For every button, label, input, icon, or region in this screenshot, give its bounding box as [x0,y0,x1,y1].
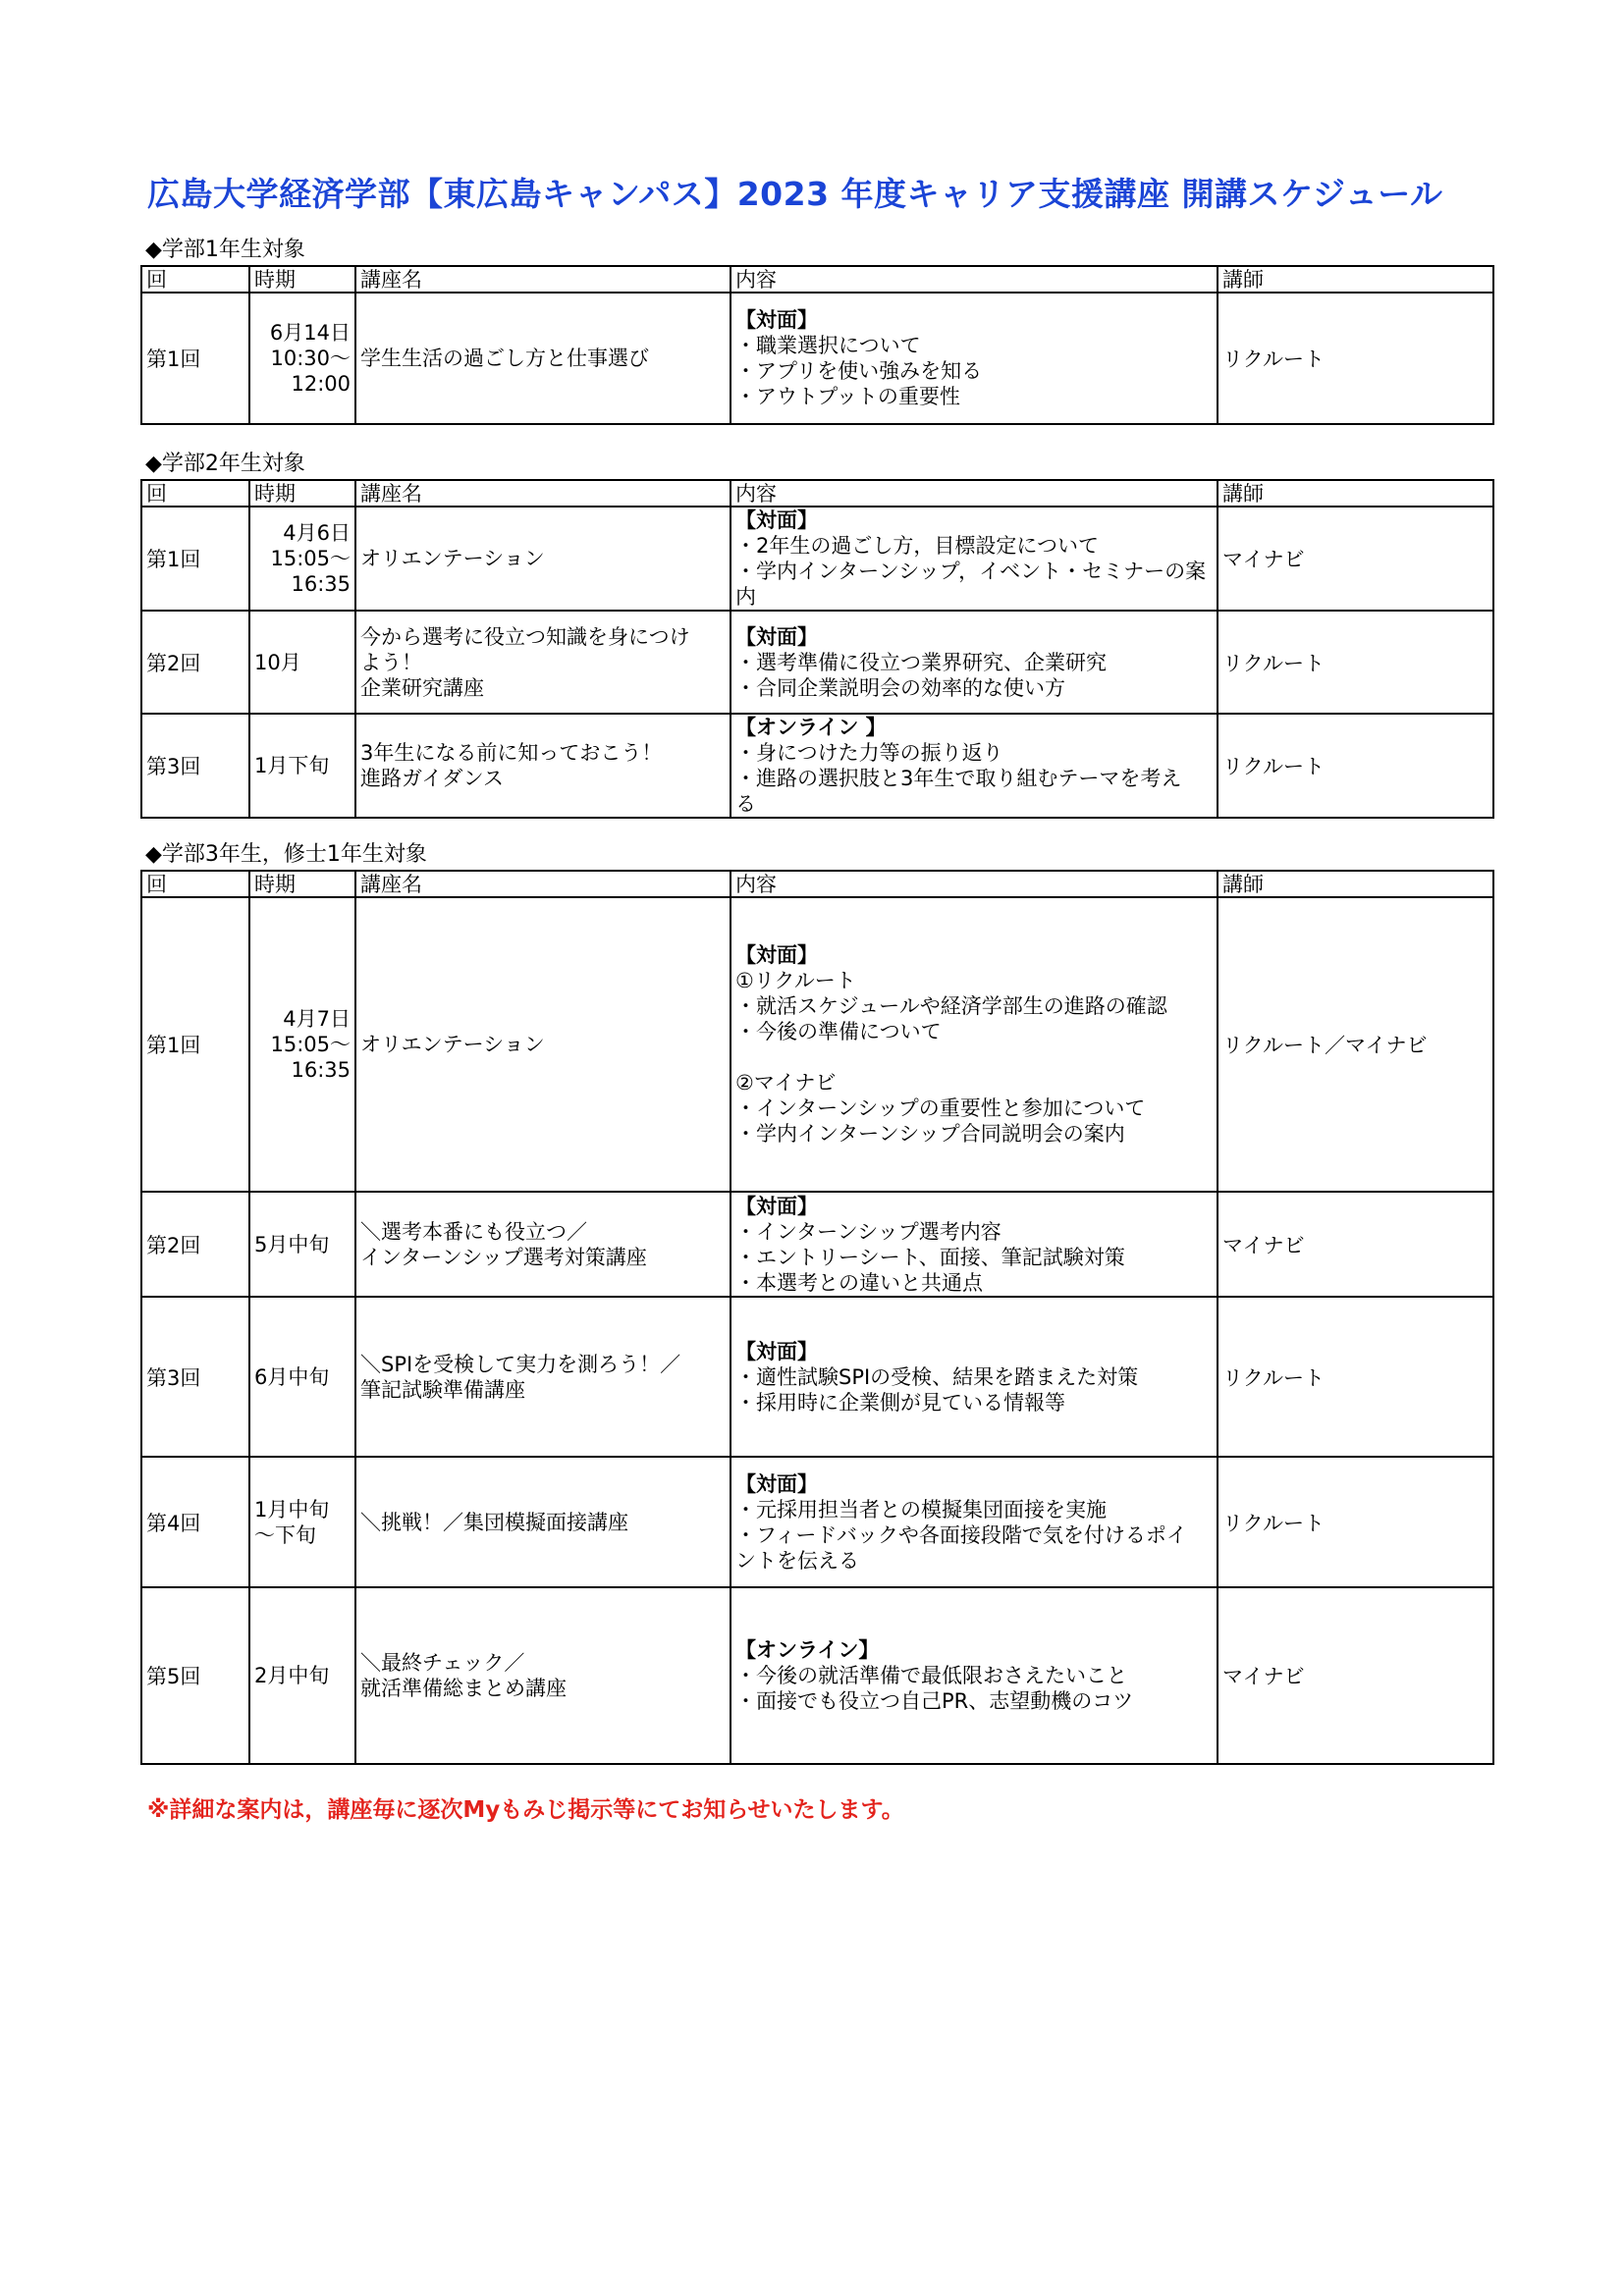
content-cell [731,1192,1218,1297]
content-cell-line: ・適性試験SPIの受検、結果を踏まえた対策 [735,1364,1139,1389]
lecturer: マイナビ [1218,507,1493,611]
table-header-row [141,480,1493,507]
lecture-name-line: 就活準備総まとめ講座 [360,1677,567,1700]
schedule-when [249,897,355,1192]
table-row [141,293,1493,424]
header-name: 講座名 [355,266,731,293]
content-cell-line: ・2年生の過ごし方，目標設定について [735,534,1099,558]
lecture-name-line: 今から選考に役立つ知識を身につけ [360,624,690,649]
schedule-when-line: 15:05～ [270,1033,351,1056]
schedule-when-line: 2月中旬 [254,1664,330,1687]
content-cell [731,1587,1218,1764]
session-number: 第3回 [141,1297,249,1457]
schedule-when [249,507,355,611]
content-cell-line: ・インターンシップ選考内容 [735,1219,1001,1244]
lecturer: マイナビ [1218,1587,1493,1764]
schedule-when-line: 4月6日 [283,521,351,545]
table-header-row [141,871,1493,897]
session-number: 第4回 [141,1457,249,1587]
content-cell-line [735,1044,1213,1070]
content-cell-line: ・今後の準備について [735,1020,942,1043]
session-number: 第1回 [141,507,249,611]
header-lecturer: 講師 [1218,480,1493,507]
lecture-name-line: ＼最終チェック／ [360,1651,525,1675]
schedule-when [249,1587,355,1764]
lecture-name-line: オリエンテーション [360,1033,545,1056]
content-cell-line: ・進路の選択肢と3年生で取り組むテーマを考え [735,767,1182,790]
content-cell-line: ・今後の就活準備で最低限おさえたいこと [735,1664,1127,1687]
table-row [141,1192,1493,1297]
header-when: 時期 [249,871,355,897]
schedule-when [249,1457,355,1587]
lecturer: リクルート／マイナビ [1218,897,1493,1192]
lecture-name-line: 進路ガイダンス [360,767,504,790]
lecture-name [355,714,731,818]
content-cell-line: ・アウトプットの重要性 [735,385,960,408]
header-when: 時期 [249,480,355,507]
content-cell-line: 【対面】 [735,943,818,967]
content-cell [731,1457,1218,1587]
schedule-when-line: 1月中旬 [254,1497,330,1522]
content-cell-line: ・選考準備に役立つ業界研究、企業研究 [735,650,1107,674]
content-cell-line: ・採用時に企業側が見ている情報等 [735,1390,1065,1415]
lecture-name [355,1192,731,1297]
table-row [141,714,1493,818]
header-content: 内容 [731,266,1218,293]
lecture-name-line: 企業研究講座 [360,675,484,700]
header-when: 時期 [249,266,355,293]
schedule-when [249,1192,355,1297]
lecturer: リクルート [1218,714,1493,818]
lecture-name-line: オリエンテーション [360,547,545,570]
content-cell-line: ・職業選択について [735,334,921,357]
schedule-when-line: 16:35 [291,1058,351,1082]
lecturer: リクルート [1218,611,1493,714]
lecturer: マイナビ [1218,1192,1493,1297]
content-cell-line: 【対面】 [735,1339,818,1363]
session-number: 第2回 [141,611,249,714]
content-cell-line: ントを伝える [735,1548,859,1573]
content-cell-line: る [735,792,756,816]
header-content: 内容 [731,871,1218,897]
lecture-name-line: 3年生になる前に知っておこう！ [360,741,663,765]
lecturer: リクルート [1218,293,1493,424]
lecturer: リクルート [1218,1457,1493,1587]
content-cell-line: ・本選考との違いと共通点 [735,1270,983,1295]
content-cell-line: 【オンライン】 [735,1638,880,1662]
table-row [141,897,1493,1192]
content-cell-line: ・アプリを使い強みを知る [735,359,983,383]
content-cell-line: ・フィードバックや各面接段階で気を付けるポイ [735,1522,1187,1547]
header-no: 回 [141,480,249,507]
schedule-table-year2 [140,479,1494,819]
table-row [141,1457,1493,1587]
content-cell-line: ・身につけた力等の振り返り [735,741,1003,765]
lecture-name-line: インターンシップ選考対策講座 [360,1245,647,1269]
session-number: 第1回 [141,897,249,1192]
schedule-when-line: 16:35 [291,572,351,596]
table-header-row [141,266,1493,293]
content-cell-line: ①リクルート [735,969,856,992]
content-cell-line: ・学内インターンシップ合同説明会の案内 [735,1122,1125,1146]
content-cell-line: ・学内インターンシップ，イベント・セミナーの案 [735,560,1207,583]
schedule-when-line: 4月7日 [283,1007,351,1031]
table-row [141,611,1493,714]
table-row [141,1587,1493,1764]
content-cell-line: 内 [735,585,756,609]
header-name: 講座名 [355,871,731,897]
header-name: 講座名 [355,480,731,507]
content-cell-line: ・就活スケジュールや経済学部生の進路の確認 [735,994,1167,1018]
schedule-when-line: 12:00 [291,372,351,396]
content-cell-line: ・面接でも役立つ自己PR、志望動機のコツ [735,1689,1134,1713]
lecture-name-line: ＼挑戦！／集団模擬面接講座 [360,1510,628,1534]
session-number: 第3回 [141,714,249,818]
lecture-name [355,611,731,714]
lecture-name [355,1587,731,1764]
content-cell [731,1297,1218,1457]
content-cell-line: ②マイナビ [735,1071,837,1095]
schedule-when-line: 15:05～ [270,547,351,570]
content-cell-line: ・元採用担当者との模擬集団面接を実施 [735,1497,1107,1522]
content-cell-line: 【対面】 [735,508,818,532]
schedule-table-year1 [140,265,1494,425]
lecture-name [355,1457,731,1587]
header-lecturer: 講師 [1218,266,1493,293]
content-cell [731,611,1218,714]
header-no: 回 [141,266,249,293]
schedule-when-line: 1月下旬 [254,754,330,777]
header-no: 回 [141,871,249,897]
schedule-when-line: 6月14日 [269,321,351,345]
content-cell-line: 【対面】 [735,308,818,332]
lecture-name-line: よう！ [360,650,422,674]
page-title: 広島大学経済学部【東広島キャンパス】2023 年度キャリア支援講座 開講スケジュール [147,175,1443,213]
lecture-name-line: ＼SPIを受検して実力を測ろう！／ [360,1352,681,1376]
schedule-when-line: 6月中旬 [254,1364,330,1389]
content-cell-line: 【オンライン 】 [735,716,887,739]
lecture-name-line: 学生生活の過ごし方と仕事選び [360,347,649,370]
footnote: ※詳細な案内は，講座毎に逐次Myもみじ掲示等にてお知らせいたします。 [147,1797,904,1823]
section-heading-year2: ◆学部2年生対象 [145,452,305,476]
lecture-name-line: 筆記試験準備講座 [360,1377,525,1402]
lecture-name [355,507,731,611]
content-cell-line: ・エントリーシート、面接、筆記試験対策 [735,1245,1125,1269]
header-lecturer: 講師 [1218,871,1493,897]
header-content: 内容 [731,480,1218,507]
content-cell-line: 【対面】 [735,1194,818,1218]
content-cell [731,507,1218,611]
schedule-table-year3 [140,870,1494,1765]
session-number: 第1回 [141,293,249,424]
lecturer: リクルート [1218,1297,1493,1457]
lecture-name [355,1297,731,1457]
schedule-when [249,293,355,424]
schedule-when-line: ～下旬 [254,1522,316,1547]
session-number: 第5回 [141,1587,249,1764]
content-cell-line: ・合同企業説明会の効率的な使い方 [735,675,1065,700]
content-cell [731,897,1218,1192]
table-row [141,507,1493,611]
lecture-name-line: ＼選考本番にも役立つ／ [360,1219,587,1244]
lecture-name [355,897,731,1192]
content-cell-line: 【対面】 [735,1471,818,1496]
lecture-name [355,293,731,424]
table-row [141,1297,1493,1457]
content-cell [731,293,1218,424]
schedule-when [249,1297,355,1457]
session-number: 第2回 [141,1192,249,1297]
content-cell-line: 【対面】 [735,624,818,649]
schedule-when [249,611,355,714]
schedule-when-line: 10月 [254,650,301,674]
section-heading-year3: ◆学部3年生，修士1年生対象 [145,842,427,867]
schedule-when [249,714,355,818]
schedule-when-line: 10:30～ [270,347,351,370]
section-heading-year1: ◆学部1年生対象 [145,238,305,262]
content-cell [731,714,1218,818]
schedule-when-line: 5月中旬 [254,1232,330,1256]
content-cell-line: ・インターンシップの重要性と参加について [735,1096,1146,1120]
